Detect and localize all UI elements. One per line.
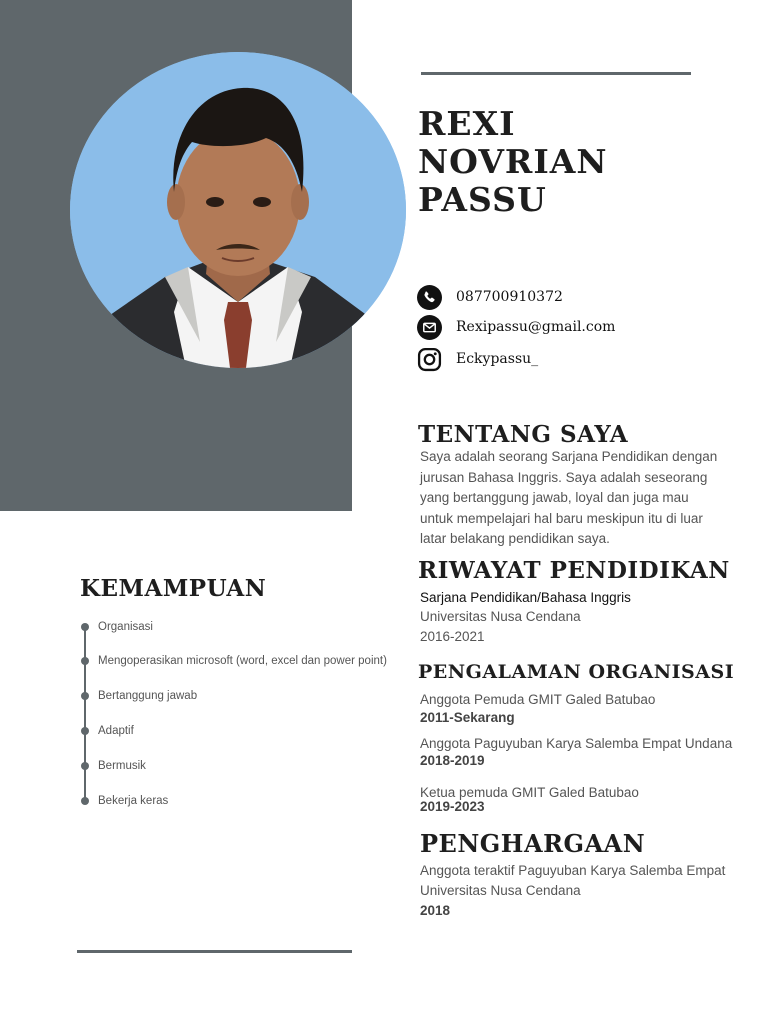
contact-email[interactable] <box>417 314 615 340</box>
bullet-dot <box>81 727 89 735</box>
bullet-dot <box>81 762 89 770</box>
skill-label: Organisasi <box>98 621 153 633</box>
full-name <box>418 105 738 219</box>
about-text <box>420 447 740 550</box>
bullet-dot <box>81 657 89 665</box>
about-line: latar belakang pendidikan saya. <box>420 531 610 546</box>
skill-label: Adaptif <box>98 725 134 737</box>
email-address: Rexipassu@gmail.com <box>456 319 616 335</box>
awards-title: PENGHARGAAN <box>420 829 646 858</box>
organizations-title: PENGALAMAN ORGANISASI <box>418 661 735 683</box>
top-divider <box>421 72 691 75</box>
about-line: untuk mempelajari hal baru meskipun itu di luar <box>420 510 703 526</box>
contact-phone[interactable] <box>417 284 563 310</box>
education-years: 2016-2021 <box>420 629 485 644</box>
award-institution: Universitas Nusa Cendana <box>420 883 581 898</box>
about-title: TENTANG SAYA <box>418 421 629 448</box>
organization-period: 2011-Sekarang <box>420 710 515 725</box>
instagram-icon <box>417 347 442 372</box>
about-line: yang bertanggung jawab, loyal dan juga mau <box>420 490 689 505</box>
bullet-dot <box>81 692 89 700</box>
organization-role: Ketua pemuda GMIT Galed Batubao <box>420 785 639 800</box>
award-year: 2018 <box>420 903 451 918</box>
list-item <box>80 792 169 810</box>
contact-instagram[interactable] <box>417 346 538 372</box>
education-degree: Sarjana Pendidikan/Bahasa Inggris <box>420 590 631 605</box>
organization-role: Anggota Paguyuban Karya Salemba Empat Undana <box>420 736 733 751</box>
skills-title: KEMAMPUAN <box>80 575 267 602</box>
bottom-divider <box>77 950 352 953</box>
list-item <box>80 652 387 670</box>
organization-period: 2019-2023 <box>420 799 485 814</box>
phone-icon <box>417 285 442 310</box>
name-line: REXI <box>418 104 516 143</box>
about-line: Saya adalah seorang Sarjana Pendidikan dengan <box>420 449 718 464</box>
list-item <box>80 757 146 775</box>
award-description: Anggota teraktif Paguyuban Karya Salemba Empat <box>420 863 726 878</box>
mail-icon <box>417 315 442 340</box>
skill-label: Bertanggung jawab <box>98 690 198 702</box>
skill-label: Mengoperasikan microsoft (word, excel dan power point) <box>98 655 387 667</box>
list-item <box>80 618 153 636</box>
skill-label: Bekerja keras <box>98 795 169 807</box>
bullet-dot <box>81 797 89 805</box>
education-title: RIWAYAT PENDIDIKAN <box>418 557 730 584</box>
instagram-handle: Eckypassu_ <box>456 351 539 367</box>
education-school: Universitas Nusa Cendana <box>420 609 581 624</box>
profile-photo <box>70 52 406 368</box>
name-line: PASSU <box>418 180 547 219</box>
organization-role: Anggota Pemuda GMIT Galed Batubao <box>420 692 656 707</box>
list-item <box>80 722 134 740</box>
list-item <box>80 687 198 705</box>
name-line: NOVRIAN <box>418 142 608 181</box>
bullet-dot <box>81 623 89 631</box>
about-line: jurusan Bahasa Inggris. Saya adalah seseorang <box>420 469 708 485</box>
organization-period: 2018-2019 <box>420 753 485 768</box>
skill-label: Bermusik <box>98 760 146 772</box>
phone-number: 087700910372 <box>456 289 563 305</box>
